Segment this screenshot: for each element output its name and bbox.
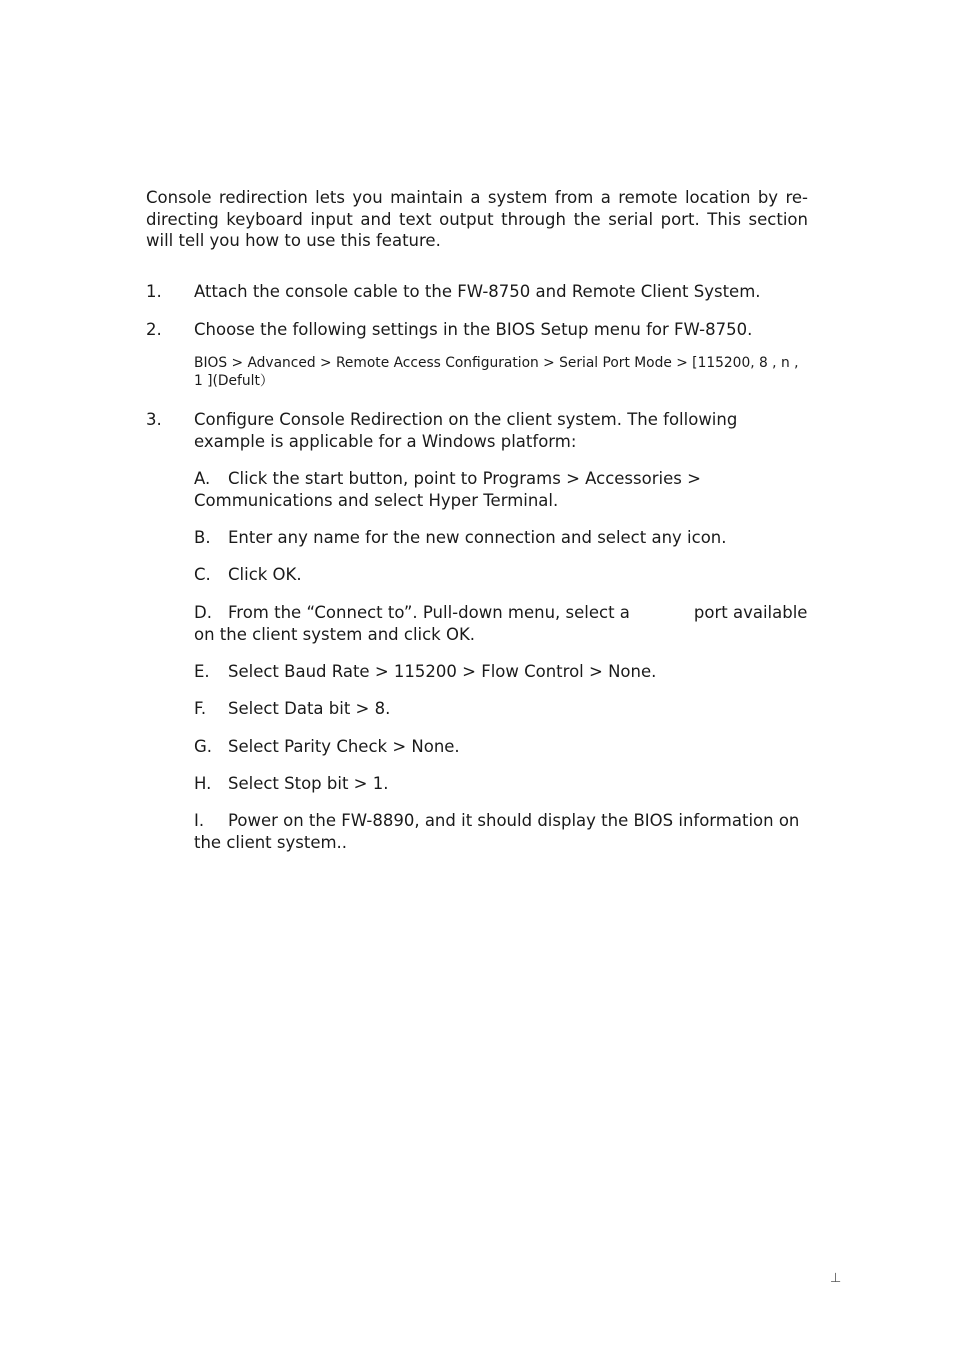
substep-letter: H.	[194, 774, 212, 793]
substep-c	[194, 564, 808, 586]
substep-letter: D.	[194, 603, 212, 622]
substep-h	[194, 773, 808, 795]
substep-f	[194, 698, 808, 720]
intro-paragraph: Console redirection lets you maintain a system from a remote location by re-directing keyboard input and text output through the serial port. This section will tell you how to use this feature.	[146, 188, 808, 250]
substep-i	[194, 810, 808, 853]
substep-g	[194, 736, 808, 758]
substep-text-after: port available on the client system and click OK.	[194, 603, 808, 644]
substep-letter: I.	[194, 811, 205, 830]
substep-d	[194, 602, 808, 645]
substep-text: Click the start button, point to Programs > Accessories > Communications and select Hyper Terminal.	[194, 469, 701, 510]
substep-b	[194, 527, 808, 549]
step-text: Configure Console Redirection on the client system. The following example is applicable for a Windows platform:	[194, 410, 738, 451]
step-number: 1.	[146, 282, 162, 301]
substep-a	[194, 468, 808, 511]
bios-settings-path: BIOS > Advanced > Remote Access Configuration > Serial Port Mode > [115200, 8 , n , 1 ](Defult）	[194, 355, 799, 389]
substep-e	[194, 661, 808, 683]
substep-letter: A.	[194, 469, 211, 488]
substep-text: Select Baud Rate > 115200 > Flow Control > None.	[228, 662, 657, 681]
substep-text: Select Stop bit > 1.	[228, 774, 389, 793]
substep-letter: B.	[194, 528, 211, 547]
substep-letter: F.	[194, 699, 207, 718]
step-number: 3.	[146, 410, 162, 429]
step-text: Choose the following settings in the BIOS Setup menu for FW-8750.	[194, 320, 753, 339]
substep-text: Enter any name for the new connection and select any icon.	[228, 528, 727, 547]
substep-text: Select Data bit > 8.	[228, 699, 391, 718]
substep-letter: C.	[194, 565, 211, 584]
page-number-mark: ⊥	[830, 1271, 842, 1286]
substep-letter: G.	[194, 737, 213, 756]
substep-text: Power on the FW-8890, and it should display the BIOS information on the client system..	[194, 811, 800, 852]
substep-text-before: From the “Connect to”. Pull-down menu, select a	[228, 603, 630, 622]
substep-text: Click OK.	[228, 565, 302, 584]
substep-letter: E.	[194, 662, 210, 681]
step-text: Attach the console cable to the FW-8750 and Remote Client System.	[194, 282, 761, 301]
substep-text: Select Parity Check > None.	[228, 737, 460, 756]
step-number: 2.	[146, 320, 162, 339]
